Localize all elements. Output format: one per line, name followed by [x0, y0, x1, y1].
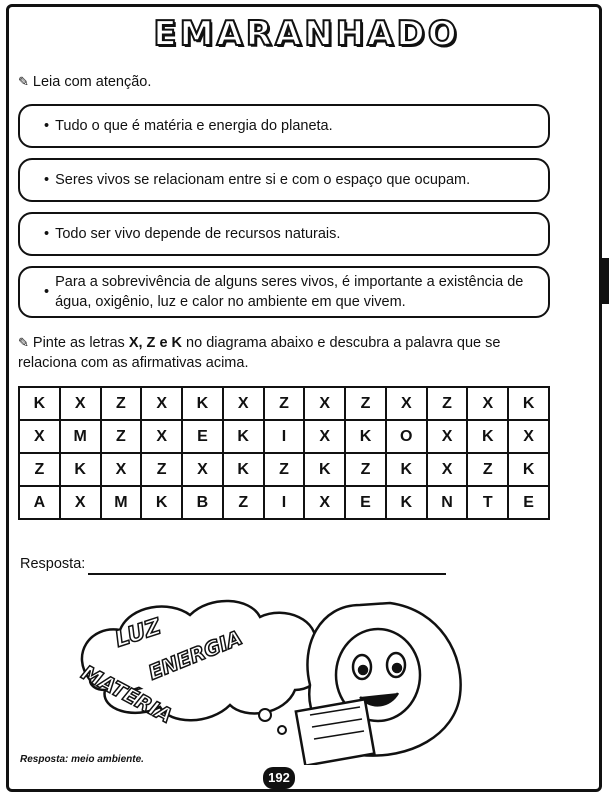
bullet-icon: •	[44, 172, 50, 188]
grid-cell[interactable]: K	[223, 453, 264, 486]
girl-reading-illustration	[60, 585, 500, 765]
cloud-word-materia: MATÉRIA	[77, 660, 177, 728]
grid-cell[interactable]: Z	[467, 453, 508, 486]
grid-cell[interactable]: Z	[141, 453, 182, 486]
grid-cell[interactable]: K	[386, 453, 427, 486]
grid-cell[interactable]: K	[508, 387, 549, 420]
statement-text: Todo ser vivo depende de recursos naturais.	[55, 226, 341, 242]
grid-cell[interactable]: X	[19, 420, 60, 453]
grid-cell[interactable]: E	[182, 420, 223, 453]
pencil-icon: ✎	[18, 74, 29, 89]
girl-figure	[296, 603, 461, 765]
grid-cell[interactable]: A	[19, 486, 60, 519]
grid-cell[interactable]: Z	[345, 387, 386, 420]
grid-cell[interactable]: K	[141, 486, 182, 519]
grid-cell[interactable]: Z	[264, 387, 305, 420]
grid-cell[interactable]: X	[304, 387, 345, 420]
grid-cell[interactable]: M	[60, 420, 101, 453]
page-title: EMARANHADO	[153, 14, 460, 54]
grid-cell[interactable]: K	[508, 453, 549, 486]
grid-row	[19, 453, 549, 486]
grid-cell[interactable]: X	[467, 387, 508, 420]
grid-cell[interactable]: Z	[101, 420, 142, 453]
grid-cell[interactable]: K	[345, 420, 386, 453]
grid-cell[interactable]: K	[467, 420, 508, 453]
grid-cell[interactable]: X	[60, 387, 101, 420]
statement-text: Para a sobrevivência de alguns seres vivos, é importante a existência de água, oxigênio, luz e calor no ambiente em que vivem.	[55, 274, 524, 310]
grid-cell[interactable]: X	[304, 486, 345, 519]
instruction-paint-letters: X, Z e K	[128, 335, 183, 351]
grid-row	[19, 486, 549, 519]
grid-cell[interactable]: X	[60, 486, 101, 519]
grid-cell[interactable]: N	[427, 486, 468, 519]
grid-cell[interactable]: X	[223, 387, 264, 420]
bullet-icon: •	[44, 284, 50, 300]
statement-box-2	[18, 158, 550, 202]
grid-cell[interactable]: E	[345, 486, 386, 519]
grid-cell[interactable]: I	[264, 486, 305, 519]
instruction-read-text: Leia com atenção.	[32, 74, 152, 90]
statement-box-1	[18, 104, 550, 148]
title-banner	[0, 14, 613, 54]
pencil-icon: ✎	[18, 335, 29, 350]
grid-cell[interactable]: X	[141, 420, 182, 453]
instruction-read	[18, 72, 151, 92]
grid-cell[interactable]: X	[101, 453, 142, 486]
grid-cell[interactable]: T	[467, 486, 508, 519]
grid-cell[interactable]: X	[508, 420, 549, 453]
grid-cell[interactable]: M	[101, 486, 142, 519]
grid-cell[interactable]: X	[182, 453, 223, 486]
grid-cell[interactable]: Z	[264, 453, 305, 486]
bullet-icon: •	[44, 118, 50, 134]
resposta-label: Resposta:	[20, 556, 86, 572]
grid-cell[interactable]: K	[304, 453, 345, 486]
statement-box-3	[18, 212, 550, 256]
grid-row	[19, 387, 549, 420]
grid-cell[interactable]: K	[60, 453, 101, 486]
grid-cell[interactable]: X	[141, 387, 182, 420]
page-edge-tab	[599, 258, 609, 304]
grid-cell[interactable]: O	[386, 420, 427, 453]
cloud-word-luz: LUZ	[112, 614, 165, 653]
grid-cell[interactable]: Z	[345, 453, 386, 486]
grid-cell[interactable]: B	[182, 486, 223, 519]
grid-cell[interactable]: E	[508, 486, 549, 519]
grid-cell[interactable]: X	[304, 420, 345, 453]
instruction-paint-prefix: Pinte as letras	[32, 335, 129, 351]
grid-cell[interactable]: K	[386, 486, 427, 519]
statement-text: Seres vivos se relacionam entre si e com o espaço que ocupam.	[55, 172, 471, 188]
grid-cell[interactable]: K	[223, 420, 264, 453]
grid-cell[interactable]: Z	[19, 453, 60, 486]
grid-row	[19, 420, 549, 453]
grid-cell[interactable]: Z	[223, 486, 264, 519]
statement-text: Tudo o que é matéria e energia do planeta.	[55, 118, 333, 134]
grid-cell[interactable]: Z	[101, 387, 142, 420]
resposta-answer-line[interactable]	[88, 573, 446, 575]
grid-cell[interactable]: X	[386, 387, 427, 420]
bullet-icon: •	[44, 226, 50, 242]
letter-grid	[18, 386, 550, 520]
statement-box-4	[18, 266, 550, 318]
cloud-word-energia: ENERGIA	[144, 625, 246, 685]
page-number: 192	[263, 767, 295, 789]
grid-cell[interactable]: K	[182, 387, 223, 420]
grid-cell[interactable]: X	[427, 420, 468, 453]
instruction-paint-suffix: no diagrama abaixo e descubra a palavra que se relaciona com as afirmativas acima.	[18, 335, 501, 371]
grid-cell[interactable]: K	[19, 387, 60, 420]
instruction-paint	[18, 333, 550, 373]
grid-cell[interactable]: Z	[427, 387, 468, 420]
answer-note: Resposta: meio ambiente.	[20, 754, 144, 765]
grid-cell[interactable]: X	[427, 453, 468, 486]
grid-cell[interactable]: I	[264, 420, 305, 453]
